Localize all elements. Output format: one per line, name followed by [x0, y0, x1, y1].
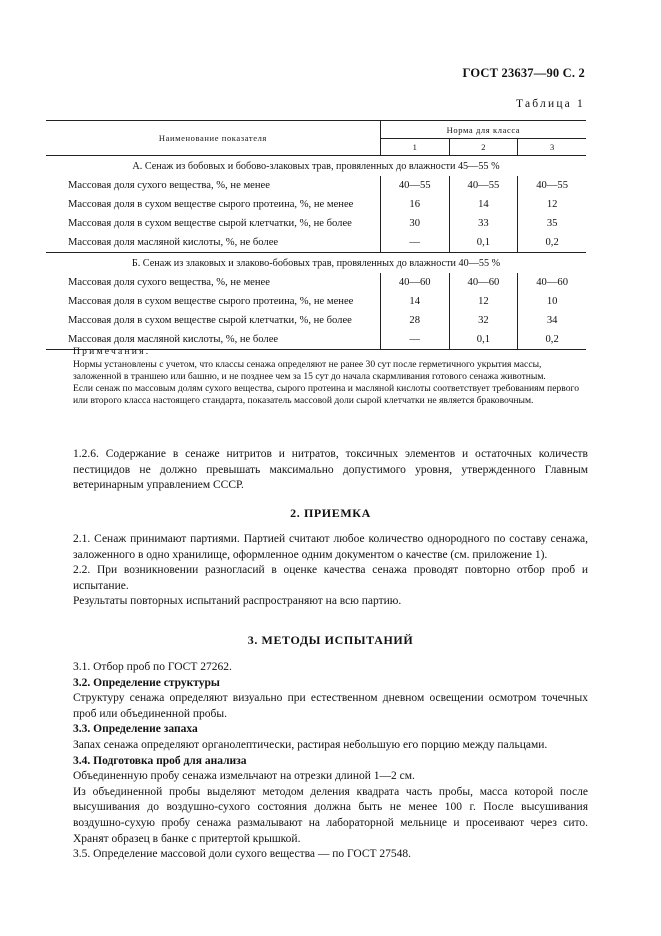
table-row	[46, 292, 586, 311]
column-header-name: Наименование показателя	[46, 121, 380, 156]
paragraph-3-2: Структуру сенажа определяют визуально при естественном дневном освещении осмотром точечных проб или объединенной пробы.	[73, 692, 588, 720]
paragraph-3-5: 3.5. Определение массовой доли сухого вещества — по ГОСТ 27548.	[73, 848, 412, 861]
paragraph-3-3: Запах сенажа определяют органолептически, растирая небольшую его порцию между пальцами.	[73, 738, 548, 751]
paragraph-3-4b: Из объединенной пробы выделяют методом деления квадрата часть пробы, масса которой после высушивания до воздушно-сухого состояния должна быть не менее 100 г. После высушивания воздушно-сухую пробу сенажа размалывают на лабораторной мельнице и просеивают через сито. Хранят образец в банке с притертой крышкой.	[73, 785, 588, 845]
paragraph-2-2-result: Результаты повторных испытаний распространяют на всю партию.	[73, 595, 402, 608]
cell-class-2: 33	[449, 214, 518, 233]
table-row	[46, 195, 586, 214]
row-name: Массовая доля масляной кислоты, %, не более	[46, 233, 380, 253]
table-row	[46, 214, 586, 233]
cell-class-2: 40—55	[449, 176, 518, 195]
section-b-title: Б. Сенаж из злаковых и злаково-бобовых трав, провяленных до влажности 40—55 %	[46, 253, 586, 274]
cell-class-2: 32	[449, 311, 518, 330]
table-notes	[73, 346, 588, 407]
cell-class-3: 40—60	[518, 273, 586, 292]
section-3-body	[73, 660, 588, 863]
page-header: ГОСТ 23637—90 С. 2	[462, 66, 585, 80]
cell-class-2: 0,1	[449, 233, 518, 253]
column-header-norm: Норма для класса	[380, 121, 586, 139]
row-name: Массовая доля сухого вещества, %, не менее	[46, 176, 380, 195]
norm-table	[46, 120, 586, 350]
row-name: Массовая доля масляной кислоты, %, не более	[46, 330, 380, 350]
paragraph-3-1: 3.1. Отбор проб по ГОСТ 27262.	[73, 661, 232, 673]
heading-3-3: 3.3. Определение запаха	[73, 723, 198, 736]
row-name: Массовая доля в сухом веществе сырой клетчатки, %, не более	[46, 311, 380, 330]
note-1: Нормы установлены с учетом, что классы сенажа определяют не ранее 30 сут после герметичного укрытия массы, заложенной в траншею или башню, и не позднее чем за 15 сут до начала скармливания готового сенажа животным.	[73, 359, 546, 382]
row-name: Массовая доля в сухом веществе сырого протеина, %, не менее	[46, 195, 380, 214]
cell-class-1: 30	[409, 218, 420, 229]
cell-class-3: 34	[518, 311, 586, 330]
cell-class-1: —	[409, 237, 420, 248]
heading-3-2: 3.2. Определение структуры	[73, 676, 220, 689]
cell-class-2: 0,1	[449, 330, 518, 350]
section-2-title: 2. ПРИЕМКА	[290, 506, 371, 520]
cell-class-3: 40—55	[518, 176, 586, 195]
cell-class-2: 40—60	[449, 273, 518, 292]
cell-class-3: 0,2	[518, 330, 586, 350]
row-name: Массовая доля в сухом веществе сырой клетчатки, %, не более	[46, 214, 380, 233]
cell-class-1: —	[380, 330, 449, 350]
cell-class-2: 12	[449, 292, 518, 311]
cell-class-2: 14	[449, 195, 518, 214]
section-2-body	[73, 532, 588, 610]
paragraph-1-2-6-block	[73, 447, 588, 494]
section-a-title: А. Сенаж из бобовых и бобово-злаковых трав, провяленных до влажности 45—55 %	[46, 156, 586, 177]
table-row	[46, 273, 586, 292]
cell-class-1: 16	[409, 199, 420, 210]
paragraph-2-1: 2.1. Сенаж принимают партиями. Партией считают любое количество однородного по составу сенажа, заложенного в одно хранилище, оформленное одним документом о качестве (см. приложение 1).	[73, 533, 588, 561]
paragraph-3-4a: Объединенную пробу сенажа измельчают на отрезки длиной 1—2 см.	[73, 770, 415, 783]
table-row	[46, 176, 586, 195]
cell-class-3: 12	[518, 195, 586, 214]
column-header-class-1: 1	[380, 139, 449, 156]
cell-class-1: 40—60	[398, 277, 431, 288]
row-name: Массовая доля сухого вещества, %, не менее	[46, 273, 380, 292]
cell-class-1: 28	[409, 315, 420, 326]
cell-class-1: 40—55	[398, 180, 431, 191]
notes-title: Примечания.	[73, 346, 151, 357]
paragraph-2-2: 2.2. При возникновении разногласий в оценке качества сенажа проводят повторно отбор проб и испытание.	[73, 564, 588, 592]
column-header-class-3: 3	[518, 139, 586, 156]
table-label: Таблица 1	[516, 98, 585, 110]
cell-class-3: 35	[518, 214, 586, 233]
row-name: Массовая доля в сухом веществе сырого протеина, %, не менее	[46, 292, 380, 311]
heading-3-4: 3.4. Подготовка проб для анализа	[73, 754, 247, 767]
column-header-class-2: 2	[449, 139, 518, 156]
cell-class-3: 0,2	[518, 233, 586, 253]
section-3-title: 3. МЕТОДЫ ИСПЫТАНИЙ	[247, 633, 414, 647]
table-row	[46, 311, 586, 330]
cell-class-3: 10	[518, 292, 586, 311]
note-2: Если сенаж по массовым долям сухого вещества, сырого протеина и масляной кислоты соответствует требованиям первого или второго класса настоящего стандарта, показатель массовой доли сырой клетчатки не является браковочным.	[73, 383, 579, 406]
table-row	[46, 233, 586, 253]
cell-class-1: 14	[409, 296, 420, 307]
paragraph-1-2-6: 1.2.6. Содержание в сенаже нитритов и нитратов, токсичных элементов и остаточных количеств пестицидов не должно превышать максимально допустимого уровня, утвержденного Главным ветеринарным управлением СССР.	[73, 448, 588, 492]
